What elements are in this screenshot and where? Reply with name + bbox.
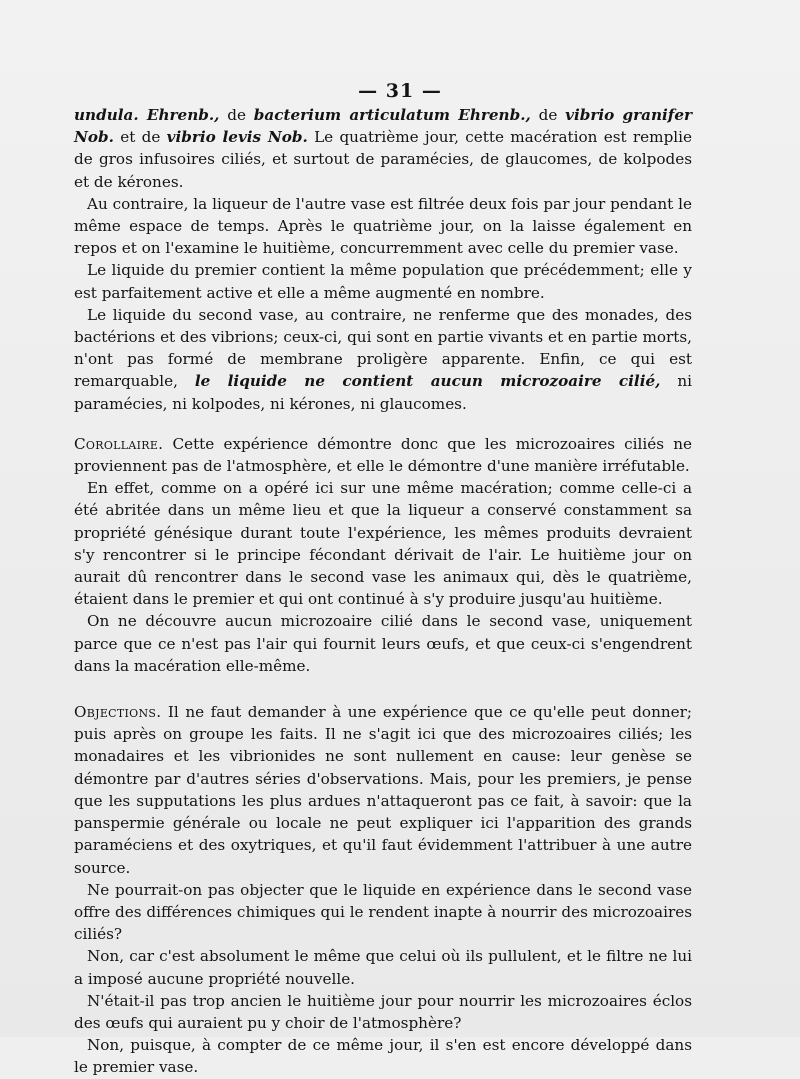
paragraph — [74, 104, 692, 193]
text-run: Le liquide du premier contient la même population que précédemment; elle y est parfaitement active et elle a même augmenté en nombre. — [74, 261, 692, 302]
italic-term: vibrio levis Nob. — [166, 128, 308, 147]
italic-term: bacterium articulatum Ehrenb., — [253, 106, 531, 124]
paragraph — [74, 259, 692, 303]
section-label: Corollaire. — [74, 434, 164, 453]
italic-term: vibrio granifer Nob. — [74, 106, 692, 147]
text-run: On ne découvre aucun microzoaire cilié dans le second vase, uniquement parce que ce n'est pas l'air qui fournit leurs œufs, et que ceux-ci s'engendrent dans la macération elle-même. — [74, 612, 692, 675]
text-run: et de — [113, 128, 167, 147]
italic-term: undula. Ehrenb., — [74, 106, 220, 124]
paragraph — [74, 304, 692, 415]
paragraph — [74, 610, 692, 677]
paragraph — [74, 879, 692, 946]
text-run: de — [219, 106, 254, 124]
text-run: Ne pourrait-on pas objecter que le liquide en expérience dans le second vase offre des différences chimiques qui le rendent inapte à nourrir des microzoaires ciliés? — [74, 880, 692, 944]
paragraph-corollaire — [74, 433, 692, 477]
paragraph — [74, 1034, 692, 1078]
paragraph — [74, 193, 692, 260]
text-run: N'était-il pas trop ancien le huitième jour pour nourrir les microzoaires éclos des œufs qui auraient pu y choir de l'atmosphère? — [74, 991, 692, 1032]
paragraph — [74, 945, 692, 989]
text-run: En effet, comme on a opéré ici sur une même macération; comme celle-ci a été abritée dans un même lieu et que la liqueur a conservé constamment sa propriété génésique durant toute l'expérience, les mêmes produits devraient s'y rencontrer si le principe fécondant dérivait de l'air. Le huitième jour on aurait dû rencontrer dans le second vase les animaux qui, dès le quatrième, étaient dans le premier et qui ont continué à s'y produire jusqu'au huitième. — [74, 479, 692, 609]
text-run: Non, car c'est absolument le même que celui où ils pullulent, et le filtre ne lui a imposé aucune propriété nouvelle. — [74, 947, 692, 988]
paragraph-objections — [74, 701, 692, 879]
text-run: Il ne faut demander à une expérience que ce qu'elle peut donner; puis après on groupe les faits. Il ne s'agit ici que des microzoaires ciliés; les monadaires et les vibrionides ne sont nullement en cause: leur genèse se démontre par d'autres séries d'observations. Mais, pour les premiers, je pense que les supputations les plus ardues n'attaqueront pas ce fait, à savoir: que la panspermie générale ou locale ne peut expliquer ici l'apparition des grands paraméciens et des oxytriques, et qu'il faut évidemment l'attribuer à une autre source. — [74, 703, 692, 877]
text-run: Non, puisque, à compter de ce même jour, il s'en est encore développé dans le premier vase. — [74, 1036, 692, 1077]
text-run: Au contraire, la liqueur de l'autre vase est filtrée deux fois par jour pendant le même espace de temps. Après le quatrième jour, on la laisse également en repos et on l'examine le huitième, concurremment avec celle du premier vase. — [74, 194, 692, 258]
italic-term: le liquide ne contient aucun microzoaire cilié, — [194, 372, 661, 391]
text-run: Cette expérience démontre donc que les microzoaires ciliés ne proviennent pas de l'atmosphère, et elle le démontre d'une manière irréfutable. — [74, 434, 692, 476]
section-label: Objections. — [74, 703, 162, 722]
text-run: de — [530, 106, 566, 124]
body-text — [74, 104, 692, 1079]
paragraph — [74, 477, 692, 610]
page-number: — 31 — — [358, 80, 442, 102]
text-run: Le liquide du second vase, au contraire, ne renferme que des monades, des bactérions et des vibrions; ceux-ci, qui sont en partie vivants et en partie morts, n'ont pas formé de membrane proligère apparente. Enfin, ce qui est remarquable, — [74, 305, 692, 391]
text-run: ni paramécies, ni kolpodes, ni kérones, ni glaucomes. — [74, 372, 692, 413]
text-run: Le quatrième jour, cette macération est remplie de gros infusoires ciliés, et surtout de paramécies, de glaucomes, de kolpodes et de kérones. — [74, 128, 692, 191]
paragraph — [74, 990, 692, 1034]
